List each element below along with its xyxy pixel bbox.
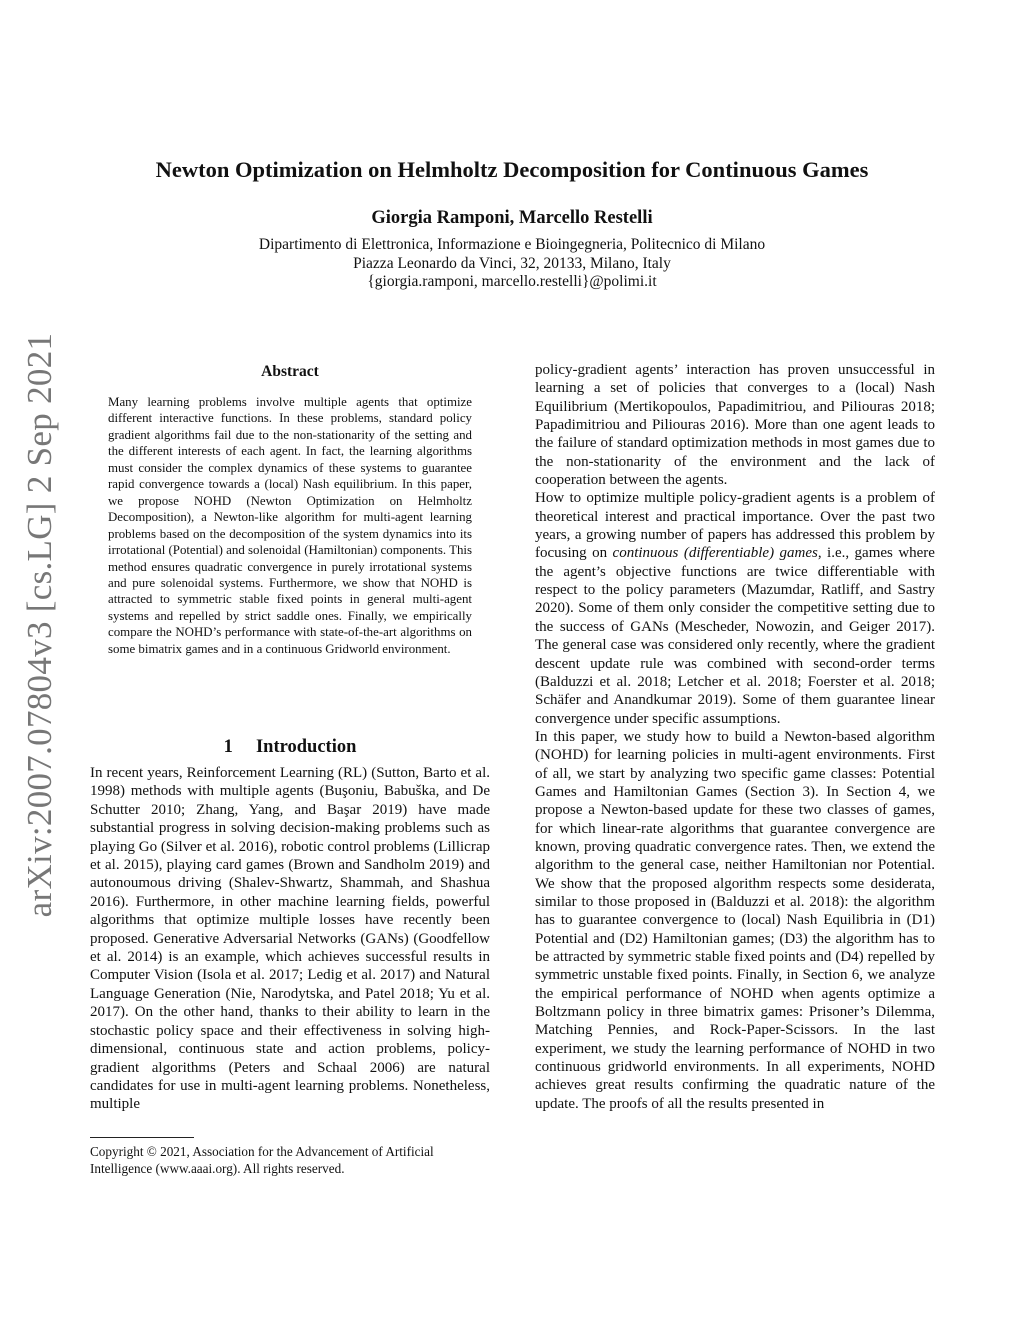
abstract-heading: Abstract <box>261 363 319 380</box>
arxiv-identifier: arXiv:2007.07804v3 [cs.LG] 2 Sep 2021 <box>20 332 59 918</box>
right-column <box>535 361 935 1113</box>
right-paragraph-3: In this paper, we study how to build a Newton-based algorithm (NOHD) for learning policies in multi-agent environments. First of all, we start by analyzing two specific game classes: Potential Games and Hamiltonian Games (Section 3). In Section 4, we propose a Newton-based update for these two classes of games, for which linear-rate algorithms that guarantee convergence are known, proving quadratic convergence rates. Then, we extend the algorithm to the general case, neither Hamiltonian nor Potential. We show that the proposed algorithm respects some desiderata, similar to those proposed in (Balduzzi et al. 2018): the algorithm has to guarantee convergence to (local) Nash Equilibria in (D1) Potential and (D2) Hamiltonian games; (D3) the algorithm has to be attracted by symmetric stable fixed points and (D4) repelled by symmetric unstable fixed points. Finally, in Section 6, we analyze the empirical performance of NOHD when agents optimize a Boltzmann policy in three bimatrix games: Prisoner’s Dilemma, Matching Pennies, and Rock-Paper-Scissors. In the last experiment, we study the learning performance of NOHD in two continuous gridworld environments. In all experiments, NOHD achieves great results confirming the quadratic nature of the update. The proofs of all the results presented in <box>535 728 935 1112</box>
right-paragraph-2-emphasis: continuous (differentiable) games <box>612 545 818 562</box>
right-paragraph-2-end: , i.e., games where the agent’s objective functions are twice differentiable with respect to the policy parameters (Mazumdar, Ratliff, and Sastry 2020). Some of them only consider the competitive setting due to the success of GANs (Mescheder, Nowozin, and Geiger 2017). The general case was considered only recently, where the gradient descent update rule was combined with second-order terms (Balduzzi et al. 2018; Letcher et al. 2018; Foerster et al. 2018; Schäfer and Anandkumar 2019). Some of them guarantee linear convergence under specific assumptions. <box>535 545 935 727</box>
arxiv-stamp <box>0 0 62 1325</box>
affiliation-emails: {giorgia.ramponi, marcello.restelli}@polimi.it <box>367 273 657 290</box>
footnote-rule <box>90 1137 194 1138</box>
paper-authors: Giorgia Ramponi, Marcello Restelli <box>371 208 653 228</box>
right-paragraph-2-start: How to optimize multiple policy-gradient agents is a problem of theoretical interest and practical importance. Over the past two years, a growing number of papers has addressed this problem by focusing on <box>535 490 935 562</box>
introduction-heading: 1 Introduction <box>223 737 357 757</box>
right-paragraph-2 <box>535 489 935 727</box>
introduction-paragraph: In recent years, Reinforcement Learning (RL) (Sutton, Barto et al. 1998) methods with multiple agents (Buşoniu, Babuška, and De Schutter 2010; Zhang, Yang, and Başar 2019) have made substantial progress in solving decision-making problems such as playing Go (Silver et al. 2016), robotic control problems (Lillicrap et al. 2015), playing card games (Brown and Sandholm 2019) and autonoumous driving (Shalev-Shwartz, Shammah, and Shashua 2016). Furthermore, in other machine learning fields, powerful algorithms that optimize multiple losses have recently been proposed. Generative Adversarial Networks (GANs) (Goodfellow et al. 2014) is an example, which achieves successful results in Computer Vision (Isola et al. 2017; Ledig et al. 2017) and Natural Language Generation (Nie, Narodytska, and Patel 2018; Yu et al. 2017). On the other hand, thanks to their ability to learn in the stochastic policy space and their effectiveness in solving high-dimensional, continuous state and action problems, policy-gradient algorithms (Peters and Schaal 2006) are natural candidates for use in multi-agent learning problems. Nonetheless, multiple <box>90 765 490 1113</box>
right-paragraph-1: policy-gradient agents’ interaction has proven unsuccessful in learning a set of policies that converges to a (local) Nash Equilibrium (Mertikopoulos, Papadimitriou, and Piliouras 2018; Papadimitriou and Piliouras 2016). More than one agent leads to the failure of standard optimization methods in most games due to the non-stationarity of the environment and the lack of cooperation between the agents. <box>535 362 935 489</box>
abstract-text: Many learning problems involve multiple agents that optimize different interactive functions. In these problems, standard policy gradient algorithms fail due to the non-stationarity of the setting and the different interests of each agent. In fact, the learning algorithms must consider the complex dynamics of these systems to guarantee rapid convergence towards a (local) Nash equilibrium. In this paper, we propose NOHD (Newton Optimization on Helmholtz Decomposition), a Newton-like algorithm for multi-agent learning problems based on the decomposition of the system dynamics into its irrotational (Potential) and solenoidal (Hamiltonian) components. This method ensures quadratic convergence in purely irrotational systems and pure solenoidal systems. Furthermore, we show that NOHD is attracted to symmetric stable fixed points in general multi-agent systems and repelled by strict saddle ones. Finally, we empirically compare the NOHD’s performance with state-of-the-art algorithms on some bimatrix games and in a continuous Gridworld environment. <box>108 395 472 656</box>
affiliation-address: Piazza Leonardo da Vinci, 32, 20133, Milano, Italy <box>353 255 671 272</box>
affiliation-department: Dipartimento di Elettronica, Informazione e Bioingegneria, Politecnico di Milano <box>258 236 766 253</box>
copyright-footnote: Copyright © 2021, Association for the Advancement of Artificial Intelligence (www.aaai.org). All rights reserved. <box>90 1144 434 1176</box>
paper-title: Newton Optimization on Helmholtz Decomposition for Continuous Games <box>155 157 869 182</box>
